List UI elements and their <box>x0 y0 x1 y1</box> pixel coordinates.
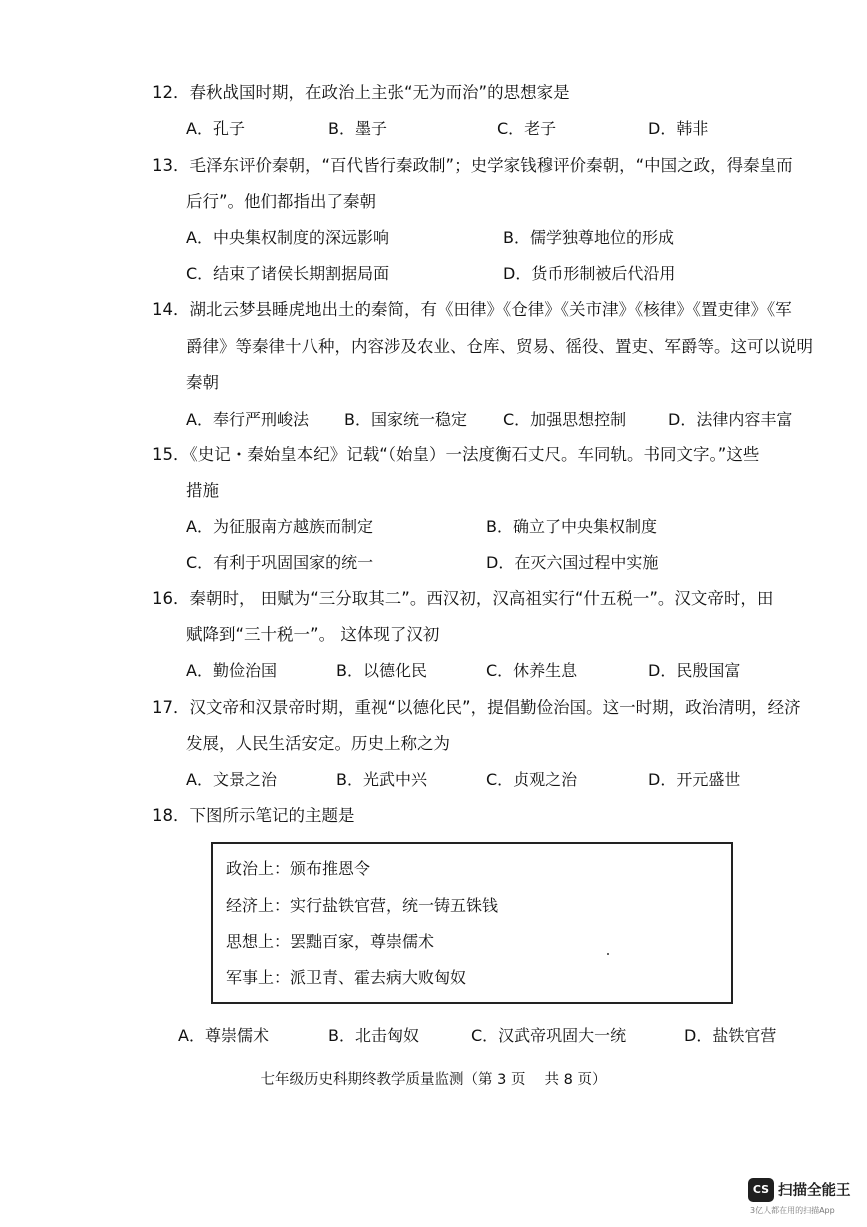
q17-option-d: D．开元盛世 <box>648 770 741 789</box>
question-18-stem: 18．下图所示笔记的主题是 <box>152 806 355 825</box>
q15-option-c: C．有利于巩固国家的统一 <box>186 553 374 572</box>
q16-option-a: A．勤俭治国 <box>186 661 277 680</box>
q15-option-b: B．确立了中央集权制度 <box>486 517 657 536</box>
q12-option-b: B．墨子 <box>328 119 387 138</box>
notes-box <box>211 842 733 1004</box>
q18-option-d: D．盐铁官营 <box>684 1026 777 1045</box>
note-economy: 经济上：实行盐铁官营，统一铸五铢钱 <box>226 896 499 915</box>
q18-option-c: C．汉武帝巩固大一统 <box>471 1026 627 1045</box>
scan-speck <box>607 953 609 955</box>
q17-option-a: A．文景之治 <box>186 770 277 789</box>
q17-option-b: B．光武中兴 <box>336 770 427 789</box>
q14-option-a: A．奉行严刑峻法 <box>186 410 309 429</box>
q13-option-a: A．中央集权制度的深远影响 <box>186 228 389 247</box>
question-14-stem-cont-2: 秦朝 <box>186 373 219 392</box>
q18-option-a: A．尊崇儒术 <box>178 1026 269 1045</box>
q14-option-c: C．加强思想控制 <box>503 410 627 429</box>
q16-option-b: B．以德化民 <box>336 661 427 680</box>
q18-option-b: B．北击匈奴 <box>328 1026 419 1045</box>
q13-option-d: D．货币形制被后代沿用 <box>503 264 676 283</box>
cs-logo-icon: CS <box>748 1178 774 1202</box>
watermark-tagline: 3亿人都在用的扫描App <box>750 1206 835 1215</box>
question-12-stem: 12．春秋战国时期，在政治上主张“无为而治”的思想家是 <box>152 83 570 102</box>
question-13-stem-cont: 后行”。他们都指出了秦朝 <box>186 192 377 211</box>
q14-option-d: D．法律内容丰富 <box>668 410 793 429</box>
question-13-stem: 13．毛泽东评价秦朝，“百代皆行秦政制”；史学家钱穆评价秦朝，“中国之政，得秦皇而 <box>152 156 793 175</box>
note-thought: 思想上：罢黜百家，尊崇儒术 <box>226 932 435 951</box>
page-footer: 七年级历史科期终教学质量监测（第 3 页 共 8 页） <box>260 1072 607 1088</box>
q16-option-c: C．休养生息 <box>486 661 578 680</box>
question-16-stem-cont: 赋降到“三十税一”。 这体现了汉初 <box>186 625 440 644</box>
question-17-stem-cont: 发展，人民生活安定。历史上称之为 <box>186 734 450 753</box>
q15-option-a: A．为征服南方越族而制定 <box>186 517 373 536</box>
question-15-stem: 15．《史记・秦始皇本纪》记载“（始皇）一法度衡石丈尺。车同轨。书同文字。”这些 <box>152 445 760 464</box>
q15-option-d: D．在灭六国过程中实施 <box>486 553 659 572</box>
question-15-stem-cont: 措施 <box>186 481 219 500</box>
question-14-stem: 14．湖北云梦县睡虎地出土的秦简，有《田律》《仓律》《关市津》《核律》《置吏律》《军 <box>152 300 792 319</box>
q13-option-b: B．儒学独尊地位的形成 <box>503 228 674 247</box>
question-17-stem: 17．汉文帝和汉景帝时期，重视“以德化民”，提倡勤俭治国。这一时期，政治清明，经济 <box>152 698 801 717</box>
question-14-stem-cont-1: 爵律》等秦律十八种，内容涉及农业、仓库、贸易、徭役、置吏、军爵等。这可以说明 <box>186 337 813 356</box>
scanner-watermark <box>748 1178 860 1218</box>
q13-option-c: C．结束了诸侯长期割据局面 <box>186 264 390 283</box>
q16-option-d: D．民殷国富 <box>648 661 741 680</box>
q17-option-c: C．贞观之治 <box>486 770 578 789</box>
q12-option-c: C．老子 <box>497 119 557 138</box>
question-16-stem: 16．秦朝时， 田赋为“三分取其二”。西汉初，汉高祖实行“什五税一”。汉文帝时，田 <box>152 589 774 608</box>
q12-option-a: A．孔子 <box>186 119 245 138</box>
q12-option-d: D．韩非 <box>648 119 709 138</box>
note-politics: 政治上：颁布推恩令 <box>226 859 371 878</box>
watermark-app-name: 扫描全能王 <box>778 1183 851 1199</box>
q14-option-b: B．国家统一稳定 <box>344 410 467 429</box>
note-military: 军事上：派卫青、霍去病大败匈奴 <box>226 968 467 987</box>
